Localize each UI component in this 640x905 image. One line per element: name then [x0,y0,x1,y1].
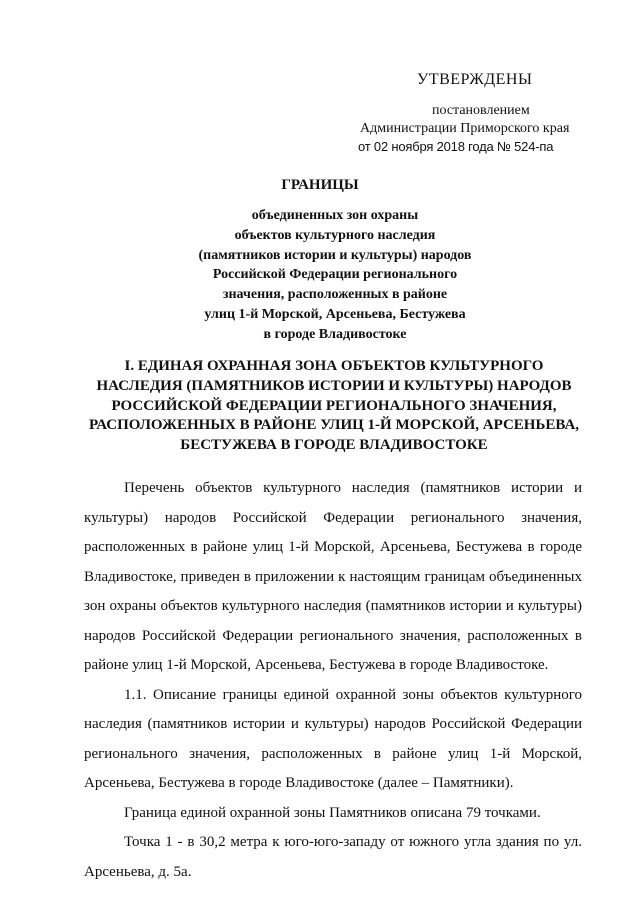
approval-line-2: Администрации Приморского края [360,121,570,136]
section-heading-line: НАСЛЕДИЯ (ПАМЯТНИКОВ ИСТОРИИ И КУЛЬТУРЫ) НАРОДОВ [96,377,572,394]
subtitle-line: значения, расположенных в районе [222,287,448,303]
section-heading-line: РОССИЙСКОЙ ФЕДЕРАЦИИ РЕГИОНАЛЬНОГО ЗНАЧЕНИЯ, [111,397,557,414]
section-heading [70,357,598,456]
subtitle-line: в городе Владивостоке [263,326,407,342]
approval-stamp [360,70,590,156]
approval-line-1: постановлением [432,103,530,118]
subtitle-line: объектов культурного наследия [234,227,436,243]
paragraph-point-1: Точка 1 - в 30,2 метра к юго-юго-западу от южного угла здания по ул. Арсеньева, д. 5а. [84,834,582,880]
document-heading: ГРАНИЦЫ [281,177,359,193]
document-subtitle [150,206,520,345]
section-heading-line: РАСПОЛОЖЕННЫХ В РАЙОНЕ УЛИЦ 1-Й МОРСКОЙ, АРСЕНЬЕВА, [88,417,580,434]
approval-line-3: от 02 ноября 2018 года № 524-па [358,139,554,154]
subtitle-line: Российской Федерации регионального [212,267,458,283]
section-heading-line: БЕСТУЖЕВА В ГОРОДЕ ВЛАДИВОСТОКЕ [180,437,488,454]
subtitle-line: (памятников истории и культуры) народов [198,247,472,263]
subtitle-line: улиц 1-й Морской, Арсеньева, Бестужева [204,306,466,322]
approval-title: УТВЕРЖДЕНЫ [417,71,533,88]
subtitle-line: объединенных зон охраны [251,208,419,223]
section-heading-line: I. ЕДИНАЯ ОХРАННАЯ ЗОНА ОБЪЕКТОВ КУЛЬТУРНОГО [124,358,544,374]
document-body [84,474,582,887]
paragraph-list-intro: Перечень объектов культурного наследия (памятников истории и культуры) народов Российской Федерации регионального значения, расположенных в районе улиц 1-й Морской, Арсеньева, Бестужева в городе Владивостоке, приведен в приложении к настоящим границам объединенных зон охраны объектов культурного наследия (памятников истории и культуры) народов Российской Федерации регионального значения, расположенных в районе улиц 1-й Морской, Арсеньева, Бестужева в городе Владивостоке. [84,480,582,673]
paragraph-points-count: Граница единой охранной зоны Памятников описана 79 точками. [124,804,541,821]
paragraph-1-1: 1.1. Описание границы единой охранной зоны объектов культурного наследия (памятников истории и культуры) народов Российской Федерации регионального значения, расположенных в районе улиц 1-й Морской, Арсеньева, Бестужева в городе Владивостоке (далее – Памятники). [84,686,582,791]
